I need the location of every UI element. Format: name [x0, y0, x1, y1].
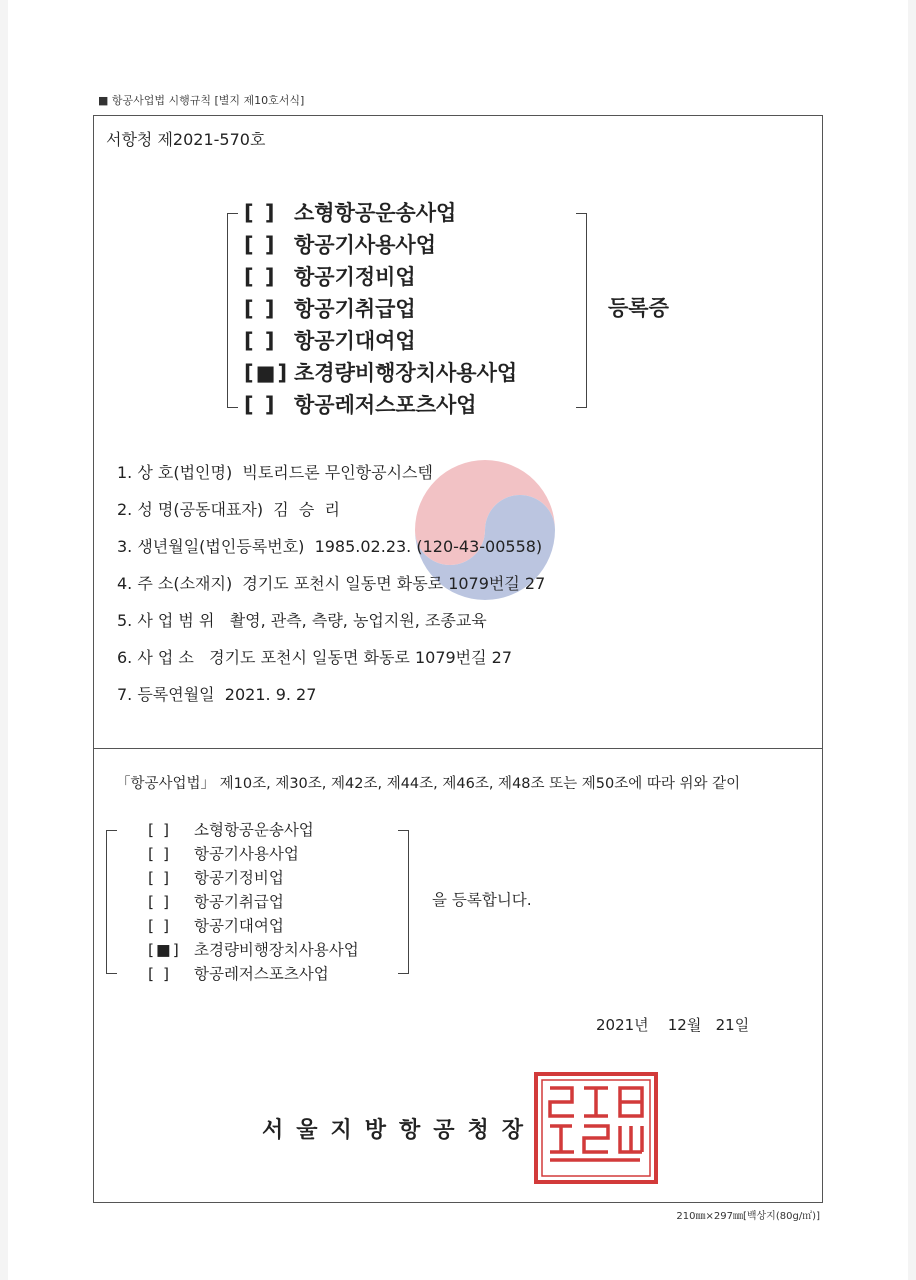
business-type-list	[244, 197, 517, 421]
business-type-label: 초경량비행장치사용사업	[294, 361, 518, 385]
business-type-item	[148, 842, 359, 866]
business-type-list-small	[148, 818, 359, 986]
checkbox: [ ]	[148, 821, 172, 839]
field-company-name: 1. 상 호(법인명) 빅토리드론 무인항공시스템	[117, 463, 433, 482]
certificate-title: 등록증	[608, 296, 669, 320]
document-number: 서항청 제2021-570호	[106, 130, 266, 149]
law-reference: 「항공사업법」 제10조, 제30조, 제42조, 제44조, 제46조, 제48조 또는 제50조에 따라 위와 같이	[116, 776, 741, 792]
checkbox: [ ]	[148, 965, 172, 983]
field-business-scope: 5. 사 업 범 위 촬영, 관측, 측량, 농업지원, 조종교육	[117, 611, 487, 630]
business-type-label: 소형항공운송사업	[294, 201, 457, 225]
checkbox: [ ]	[148, 917, 172, 935]
business-type-item	[244, 389, 517, 421]
business-type-label: 초경량비행장치사용사업	[194, 941, 359, 959]
registration-fields	[117, 460, 545, 719]
bracket-left	[106, 830, 117, 974]
business-type-label: 항공기사용사업	[294, 233, 437, 257]
field-representative: 2. 성 명(공동대표자) 김 승 리	[117, 500, 340, 519]
business-type-item	[148, 938, 359, 962]
field-address: 4. 주 소(소재지) 경기도 포천시 일동면 화동로 1079번길 27	[117, 574, 546, 593]
checkbox: [ ]	[244, 201, 277, 225]
checkbox: [ ]	[244, 297, 277, 321]
checkbox: [ ]	[148, 869, 172, 887]
business-type-item	[244, 197, 517, 229]
business-type-item	[244, 261, 517, 293]
business-type-label: 항공기사용사업	[194, 845, 299, 863]
business-type-label: 항공레저스포츠사업	[294, 393, 477, 417]
business-type-item	[244, 325, 517, 357]
paper-spec-note: 210㎜×297㎜[백상지(80g/㎡)]	[676, 1211, 820, 1222]
checkbox: [ ]	[244, 233, 277, 257]
checkbox-checked: [■]	[148, 941, 181, 959]
business-type-label: 항공레저스포츠사업	[194, 965, 329, 983]
checkbox: [ ]	[244, 265, 277, 289]
business-type-label: 항공기대여업	[194, 917, 284, 935]
business-type-item	[148, 914, 359, 938]
bracket-right	[398, 830, 409, 974]
checkbox: [ ]	[148, 893, 172, 911]
business-type-label: 항공기정비업	[194, 869, 284, 887]
business-type-label: 항공기취급업	[294, 297, 416, 321]
business-type-label: 항공기취급업	[194, 893, 284, 911]
issue-date: 2021년 12월 21일	[596, 1016, 750, 1034]
checkbox: [ ]	[244, 329, 277, 353]
official-seal	[532, 1070, 660, 1186]
issuing-authority: 서울지방항공청장	[262, 1118, 537, 1143]
business-type-item	[244, 229, 517, 261]
field-registration-date: 7. 등록연월일 2021. 9. 27	[117, 685, 317, 704]
business-type-item	[244, 357, 517, 389]
section-divider	[93, 748, 823, 749]
business-type-label: 항공기정비업	[294, 265, 416, 289]
checkbox-checked: [■]	[244, 361, 290, 385]
registration-statement: 을 등록합니다.	[432, 891, 532, 909]
form-header-note: ■ 항공사업법 시행규칙 [별지 제10호서식]	[98, 94, 305, 107]
checkbox: [ ]	[148, 845, 172, 863]
business-type-label: 항공기대여업	[294, 329, 416, 353]
business-type-item	[148, 818, 359, 842]
field-birthdate: 3. 생년월일(법인등록번호) 1985.02.23. (120-43-00558)	[117, 537, 543, 556]
business-type-item	[148, 866, 359, 890]
bracket-right	[576, 213, 587, 408]
business-type-label: 소형항공운송사업	[194, 821, 314, 839]
business-type-item	[244, 293, 517, 325]
business-type-item	[148, 890, 359, 914]
bracket-left	[227, 213, 238, 408]
field-business-office: 6. 사 업 소 경기도 포천시 일동면 화동로 1079번길 27	[117, 648, 513, 667]
business-type-item	[148, 962, 359, 986]
checkbox: [ ]	[244, 393, 277, 417]
